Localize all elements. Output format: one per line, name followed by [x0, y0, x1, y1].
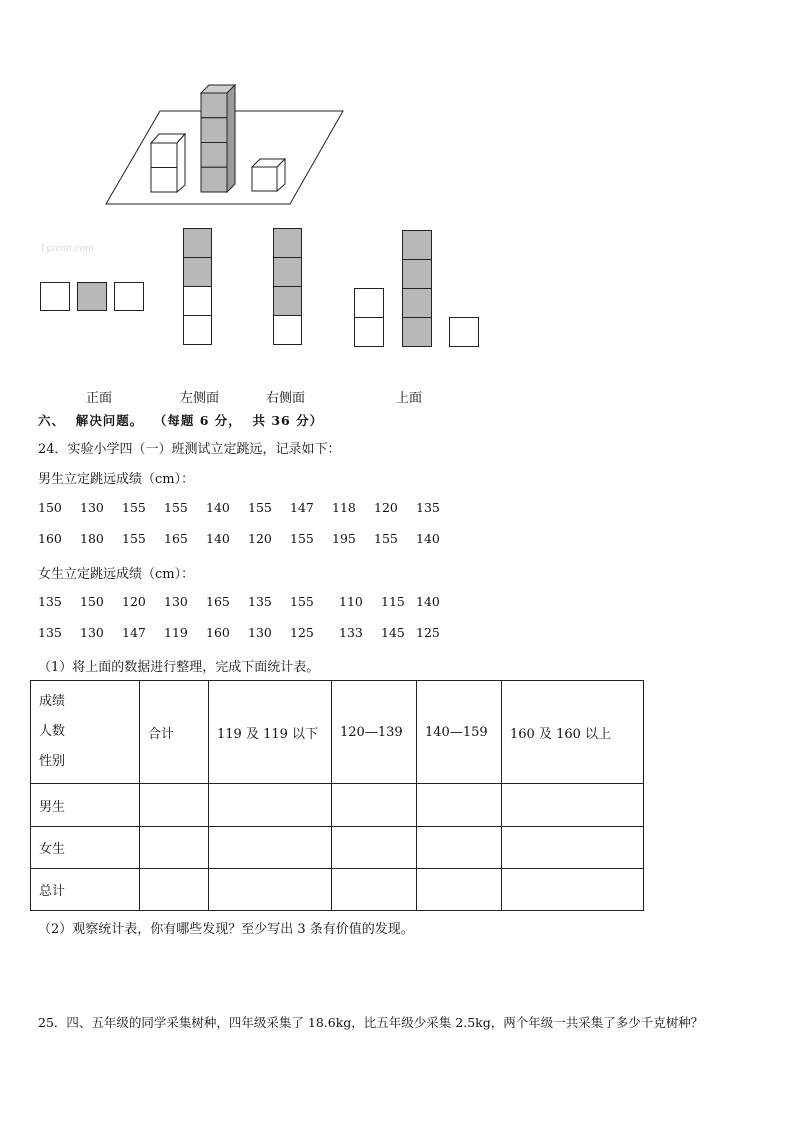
label-left-side: 左侧面 — [180, 391, 220, 406]
view-square — [354, 288, 384, 318]
score: 119 — [164, 625, 188, 640]
view-square-shaded — [77, 282, 107, 311]
score: 135 — [38, 625, 62, 640]
score: 155 — [122, 531, 146, 546]
q25-text: 25．四、五年级的同学采集树种，四年级采集了 18.6kg，比五年级少采集 2.5kg，两个年级一共采集了多少千克树种？ — [38, 1015, 704, 1030]
score: 110 — [339, 594, 363, 609]
score: 155 — [290, 594, 314, 609]
answer-cell[interactable] — [502, 784, 644, 827]
view-square-shaded — [273, 286, 302, 316]
answer-cell[interactable] — [502, 869, 644, 911]
statistics-table — [30, 680, 644, 911]
score: 140 — [416, 594, 440, 609]
view-square — [114, 282, 144, 311]
watermark: 1yzcon.com — [40, 244, 94, 254]
score: 140 — [416, 531, 440, 546]
view-square-shaded — [273, 228, 302, 258]
corner-label-score: 成绩 — [39, 694, 66, 709]
score: 155 — [164, 500, 188, 515]
score: 130 — [164, 594, 188, 609]
table-corner-cell — [31, 681, 140, 784]
table-row — [31, 869, 644, 911]
view-square — [354, 317, 384, 347]
cube-single-right — [252, 159, 285, 191]
score: 120 — [248, 531, 272, 546]
score: 155 — [374, 531, 398, 546]
label-right-side: 右侧面 — [266, 391, 306, 406]
score: 195 — [332, 531, 356, 546]
task-2: （2）观察统计表，你有哪些发现？至少写出 3 条有价值的发现。 — [38, 922, 414, 937]
score: 180 — [80, 531, 104, 546]
view-square-shaded — [402, 230, 432, 260]
view-square — [273, 315, 302, 345]
row-label: 总计 — [31, 869, 140, 911]
score: 120 — [122, 594, 146, 609]
view-square-shaded — [183, 257, 212, 287]
column-header: 120—139 — [332, 681, 417, 784]
view-square — [40, 282, 70, 311]
score: 160 — [38, 531, 62, 546]
view-square-shaded — [402, 317, 432, 347]
view-square-shaded — [273, 257, 302, 287]
score: 150 — [80, 594, 104, 609]
score: 135 — [416, 500, 440, 515]
score: 125 — [416, 625, 440, 640]
cube-stack-left — [151, 134, 185, 192]
view-square — [183, 286, 212, 316]
table-row — [31, 784, 644, 827]
score: 120 — [374, 500, 398, 515]
answer-cell[interactable] — [140, 869, 209, 911]
q24-intro: 24．实验小学四（一）班测试立定跳远，记录如下： — [38, 442, 341, 457]
column-header: 160 及 160 以上 — [502, 681, 644, 784]
answer-cell[interactable] — [209, 869, 332, 911]
column-header: 140—159 — [417, 681, 502, 784]
label-front: 正面 — [86, 391, 113, 406]
score: 125 — [290, 625, 314, 640]
answer-cell[interactable] — [209, 827, 332, 869]
score: 115 — [381, 594, 405, 609]
boys-title: 男生立定跳远成绩（cm）： — [38, 472, 195, 487]
score: 155 — [122, 500, 146, 515]
task-1: （1）将上面的数据进行整理，完成下面统计表。 — [38, 660, 320, 675]
score: 145 — [381, 625, 405, 640]
view-square — [449, 317, 479, 347]
score: 147 — [122, 625, 146, 640]
answer-cell[interactable] — [417, 784, 502, 827]
answer-cell[interactable] — [140, 784, 209, 827]
view-square-shaded — [183, 228, 212, 258]
score: 135 — [248, 594, 272, 609]
score: 130 — [80, 500, 104, 515]
score: 165 — [164, 531, 188, 546]
view-square-shaded — [402, 288, 432, 318]
score: 150 — [38, 500, 62, 515]
corner-label-gender: 性别 — [39, 754, 66, 769]
column-header: 合计 — [140, 681, 209, 784]
answer-cell[interactable] — [502, 827, 644, 869]
score: 155 — [290, 531, 314, 546]
answer-cell[interactable] — [140, 827, 209, 869]
answer-cell[interactable] — [332, 784, 417, 827]
section-title: 六、 解决问题。 （每题 6 分， 共 36 分） — [38, 413, 324, 428]
table-row — [31, 827, 644, 869]
girls-title: 女生立定跳远成绩（cm）： — [38, 567, 195, 582]
score: 160 — [206, 625, 230, 640]
answer-cell[interactable] — [332, 869, 417, 911]
answer-cell[interactable] — [417, 827, 502, 869]
score: 118 — [332, 500, 356, 515]
score: 155 — [248, 500, 272, 515]
row-label: 男生 — [31, 784, 140, 827]
score: 165 — [206, 594, 230, 609]
score: 140 — [206, 531, 230, 546]
cube-stack-middle — [201, 85, 235, 192]
score: 140 — [206, 500, 230, 515]
answer-cell[interactable] — [209, 784, 332, 827]
answer-cell[interactable] — [417, 869, 502, 911]
table-header-row — [31, 681, 644, 784]
answer-cell[interactable] — [332, 827, 417, 869]
corner-label-count: 人数 — [39, 724, 66, 739]
score: 130 — [248, 625, 272, 640]
row-label: 女生 — [31, 827, 140, 869]
view-square-shaded — [402, 259, 432, 289]
score: 135 — [38, 594, 62, 609]
score: 130 — [80, 625, 104, 640]
score: 147 — [290, 500, 314, 515]
score: 133 — [339, 625, 363, 640]
label-top: 上面 — [396, 391, 423, 406]
view-square — [183, 315, 212, 345]
column-header: 119 及 119 以下 — [209, 681, 332, 784]
